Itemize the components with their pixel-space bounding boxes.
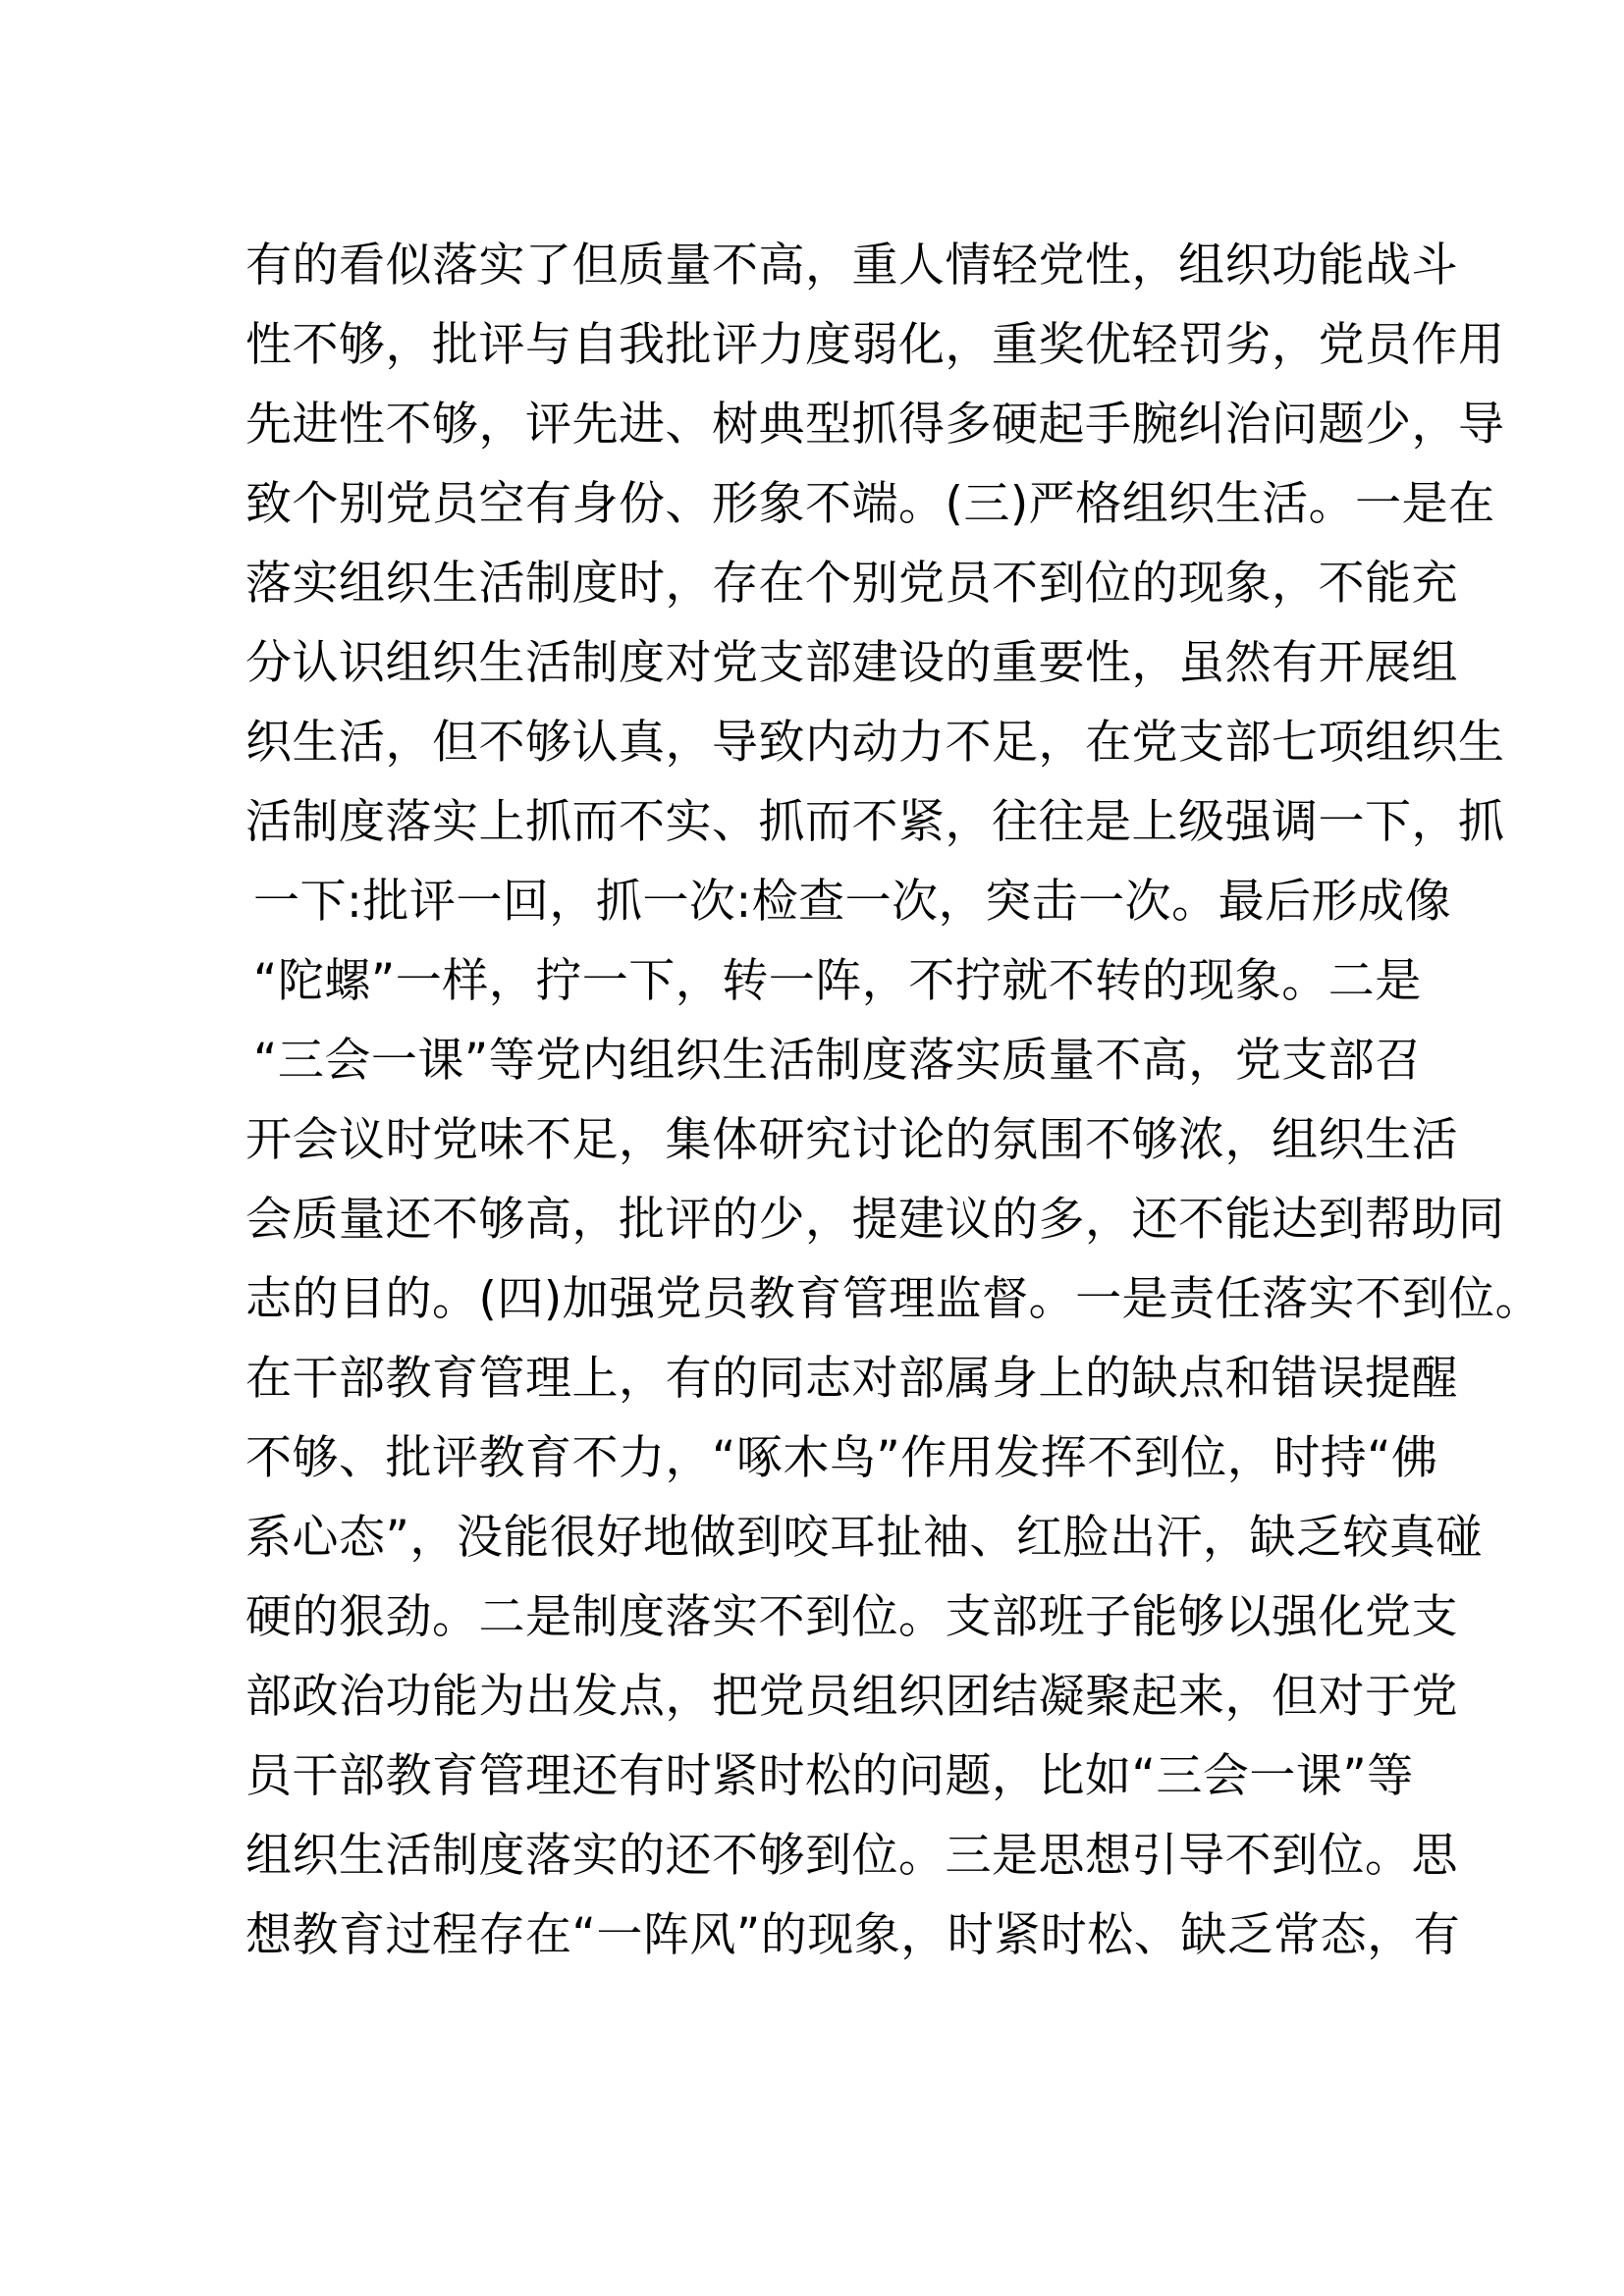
text-line-15: 在干部教育管理上，有的同志对部属身上的缺点和错误提醒 — [245, 1352, 1458, 1406]
text-line-13: 会质量还不够高，批评的少，提建议的多，还不能达到帮助同 — [245, 1193, 1505, 1247]
text-line-14: 志的目的。(四)加强党员教育管理监督。一是责任落实不到位。 — [245, 1272, 1543, 1326]
text-line-18: 硬的狠劲。二是制度落实不到位。支部班子能够以强化党支 — [245, 1590, 1458, 1644]
text-line-5: 落实组织生活制度时，存在个别党员不到位的现象，不能充 — [245, 557, 1458, 611]
text-line-10: “陀螺”一样，拧一下，转一阵，不拧就不转的现象。二是 — [253, 954, 1422, 1008]
text-line-19: 部政治功能为出发点，把党员组织团结凝聚起来，但对于党 — [245, 1670, 1458, 1724]
body-text — [245, 226, 1543, 1975]
text-line-7: 织生活，但不够认真，导致内动力不足，在党支部七项组织生 — [245, 716, 1505, 770]
text-line-8: 活制度落实上抓而不实、抓而不紧，往往是上级强调一下，抓 — [245, 795, 1505, 849]
text-line-11: “三会一课”等党内组织生活制度落实质量不高，党支部召 — [253, 1034, 1422, 1088]
text-line-16: 不够、批评教育不力，“啄木鸟”作用发挥不到位，时持“佛 — [245, 1431, 1438, 1485]
text-line-20: 员干部教育管理还有时紧时松的问题，比如“三会一课”等 — [245, 1749, 1414, 1803]
text-line-4: 致个别党员空有身份、形象不端。(三)严格组织生活。一是在 — [245, 477, 1495, 531]
text-line-1: 有的看似落实了但质量不高，重人情轻党性，组织功能战斗 — [245, 239, 1458, 293]
text-line-17: 系心态”，没能很好地做到咬耳扯袖、红脸出汗，缺乏较真碰 — [245, 1511, 1483, 1565]
text-line-3: 先进性不够，评先进、树典型抓得多硬起手腕纠治问题少，导 — [245, 398, 1505, 452]
text-line-9: 一下:批评一回，抓一次:检查一次，突击一次。最后形成像 — [253, 875, 1452, 929]
text-line-21: 组织生活制度落实的还不够到位。三是思想引导不到位。思 — [245, 1829, 1458, 1883]
text-line-2: 性不够，批评与自我批评力度弱化，重奖优轻罚劣，党员作用 — [245, 318, 1505, 372]
text-line-12: 开会议时党味不足，集体研究讨论的氛围不够浓，组织生活 — [245, 1113, 1458, 1167]
text-line-22: 想教育过程存在“一阵风”的现象，时紧时松、缺乏常态，有 — [245, 1908, 1461, 1962]
text-line-6: 分认识组织生活制度对党支部建设的重要性，虽然有开展组 — [245, 636, 1458, 690]
